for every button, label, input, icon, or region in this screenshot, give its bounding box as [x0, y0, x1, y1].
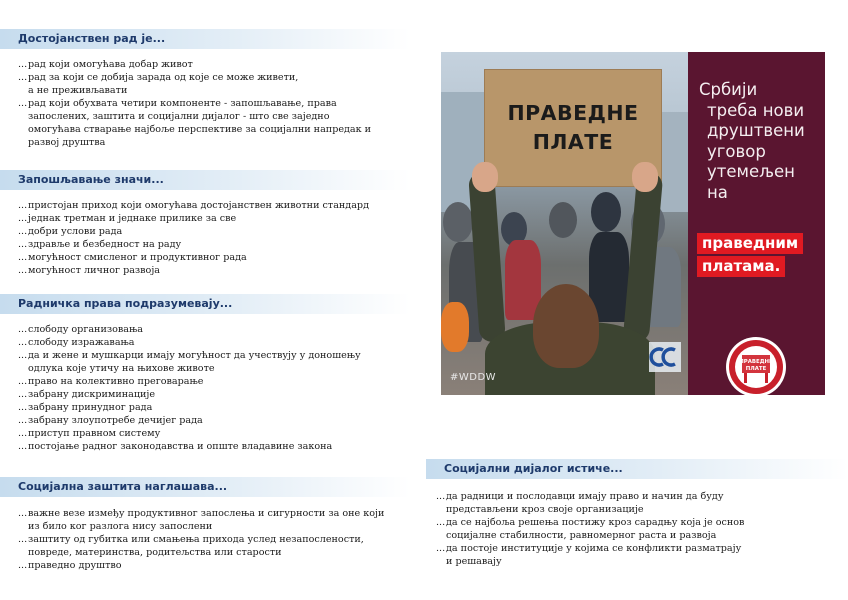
bullet-ellipsis: ...	[18, 72, 28, 83]
list-item-line: развој друштва	[28, 137, 106, 148]
bullet-ellipsis: ...	[18, 534, 28, 545]
list-item	[18, 336, 361, 349]
list-item-line: повреде, материнства, родитељства или старости	[28, 547, 282, 558]
list-item-line: рад који омогућава добар живот	[28, 59, 193, 70]
heading-social-dialogue: Социјални дијалог истиче...	[426, 459, 848, 479]
list-item	[18, 323, 361, 336]
list-item-line: да се најбоља решења постижу кроз сарадњу која је основ	[446, 517, 745, 528]
bullet-ellipsis: ...	[18, 389, 28, 400]
list-item-line: да постоје институције у којима се конфликти разматрају	[446, 543, 742, 554]
bullet-ellipsis: ...	[436, 517, 446, 528]
bullet-ellipsis: ...	[18, 59, 28, 70]
list-item	[18, 427, 361, 440]
list-social-protection	[18, 507, 384, 572]
list-item	[18, 414, 361, 427]
svg-text:ПРАВЕДНЕ: ПРАВЕДНЕ	[739, 359, 773, 365]
bullet-ellipsis: ...	[18, 376, 28, 387]
slogan-line: друштвени	[707, 121, 805, 140]
slogan-line: Србији	[699, 80, 758, 99]
list-item-line: забрану дискриминације	[28, 389, 156, 400]
highlight-fair-wages-2: платама.	[697, 256, 785, 277]
list-dignified-work	[18, 58, 371, 149]
svg-text:ПЛАТЕ: ПЛАТЕ	[745, 366, 767, 372]
list-item-line: социјалне стабилности, равномерног раста и развоја	[446, 530, 717, 541]
list-item	[18, 507, 384, 533]
bullet-ellipsis: ...	[18, 560, 28, 571]
list-item	[18, 71, 371, 97]
bullet-ellipsis: ...	[18, 200, 28, 211]
protest-photo	[441, 52, 688, 395]
bullet-ellipsis: ...	[436, 543, 446, 554]
list-item-line: добри услови рада	[28, 226, 123, 237]
list-item	[18, 533, 384, 559]
list-item-line: могућност личног развоја	[28, 265, 161, 276]
bullet-ellipsis: ...	[18, 428, 28, 439]
list-item-line: представљени кроз своје организације	[446, 504, 644, 515]
heading-social-protection: Социјална заштита наглашава...	[0, 477, 410, 497]
list-item-line: рад који обухвата четири компоненте - запошљавање, права	[28, 98, 337, 109]
list-item-line: слободу организовања	[28, 324, 143, 335]
heading-workers-rights: Радничка права подразумевају...	[0, 294, 410, 314]
bullet-ellipsis: ...	[18, 226, 28, 237]
hashtag-wddw: #WDDW	[450, 372, 497, 383]
list-item	[18, 349, 361, 375]
slogan-text	[699, 80, 805, 203]
bullet-ellipsis: ...	[18, 441, 28, 452]
list-item	[18, 401, 361, 414]
sign-line-2: ПЛАТЕ	[532, 130, 614, 154]
bullet-ellipsis: ...	[18, 213, 28, 224]
list-item-line: рад за који се добија зарада од које се може живети,	[28, 72, 299, 83]
list-workers-rights	[18, 323, 361, 453]
list-item-line: забрану злоупотребе дечијег рада	[28, 415, 203, 426]
list-item-line: важне везе између продуктивног запослења и сигурности за оне који	[28, 508, 385, 519]
list-item	[18, 212, 369, 225]
list-item	[18, 375, 361, 388]
list-employment	[18, 199, 369, 277]
list-item-line: заштиту од губитка или смањења прихода услед незапослености,	[28, 534, 364, 545]
list-item-line: а не преживљавати	[28, 85, 128, 96]
list-item	[18, 251, 369, 264]
list-item-line: право на колективно преговарање	[28, 376, 204, 387]
slogan-panel	[688, 52, 825, 395]
heading-employment: Запошљавање значи...	[0, 170, 410, 190]
list-item-line: и решавају	[446, 556, 502, 567]
bullet-ellipsis: ...	[18, 337, 28, 348]
slogan-line: уговор	[707, 141, 766, 161]
list-item-line: омогућава стварање најбоље перспективе за социјални напредак и	[28, 124, 372, 135]
list-item	[18, 440, 361, 453]
bullet-ellipsis: ...	[18, 415, 28, 426]
list-item-line: приступ правном систему	[28, 428, 161, 439]
highlight-fair-wages: праведним	[697, 233, 803, 254]
list-item-line: да и жене и мушкарци имају могућност да учествују у доношењу	[28, 350, 361, 361]
confederation-logo-icon	[649, 342, 681, 372]
list-item-line: запослених, заштита и социјални дијалог - што све заједно	[28, 111, 330, 122]
fair-wages-badge-icon	[724, 335, 788, 399]
list-item	[436, 490, 744, 516]
list-item-line: одлука које утичу на њихове животе	[28, 363, 215, 374]
bullet-ellipsis: ...	[18, 98, 28, 109]
list-item	[18, 225, 369, 238]
list-item-line: постојање радног законодавства и опште владавине закона	[28, 441, 333, 452]
list-item	[18, 388, 361, 401]
bullet-ellipsis: ...	[436, 491, 446, 502]
bullet-ellipsis: ...	[18, 350, 28, 361]
slogan-line: утемељен	[707, 162, 795, 181]
list-item-line: забрану принудног рада	[28, 402, 153, 413]
bullet-ellipsis: ...	[18, 265, 28, 276]
list-item-line: једнак третман и једнаке прилике за све	[28, 213, 237, 224]
list-item	[18, 238, 369, 251]
list-item-line: могућност смисленог и продуктивног рада	[28, 252, 247, 263]
list-item-line: праведно друштво	[28, 560, 122, 571]
bullet-ellipsis: ...	[18, 239, 28, 250]
sign-line-1: ПРАВЕДНЕ	[507, 101, 639, 125]
list-item-line: да радници и послодавци имају право и начин да буду	[446, 491, 724, 502]
list-item-line: пристојан приход који омогућава достојанствен животни стандард	[28, 200, 369, 211]
list-item	[436, 516, 744, 542]
slogan-line: треба нови	[707, 100, 805, 120]
list-item	[18, 264, 369, 277]
list-item	[436, 542, 744, 568]
bullet-ellipsis: ...	[18, 508, 28, 519]
list-item	[18, 58, 371, 71]
bullet-ellipsis: ...	[18, 402, 28, 413]
bullet-ellipsis: ...	[18, 324, 28, 335]
list-social-dialogue	[436, 490, 744, 568]
list-item	[18, 559, 384, 572]
list-item	[18, 199, 369, 212]
list-item-line: слободу изражавања	[28, 337, 135, 348]
list-item-line: из било ког разлога нису запослени	[28, 521, 213, 532]
heading-dignified-work: Достојанствен рад је...	[0, 29, 410, 49]
slogan-line: на	[707, 182, 728, 202]
bullet-ellipsis: ...	[18, 252, 28, 263]
list-item-line: здравље и безбедност на раду	[28, 239, 182, 250]
list-item	[18, 97, 371, 149]
